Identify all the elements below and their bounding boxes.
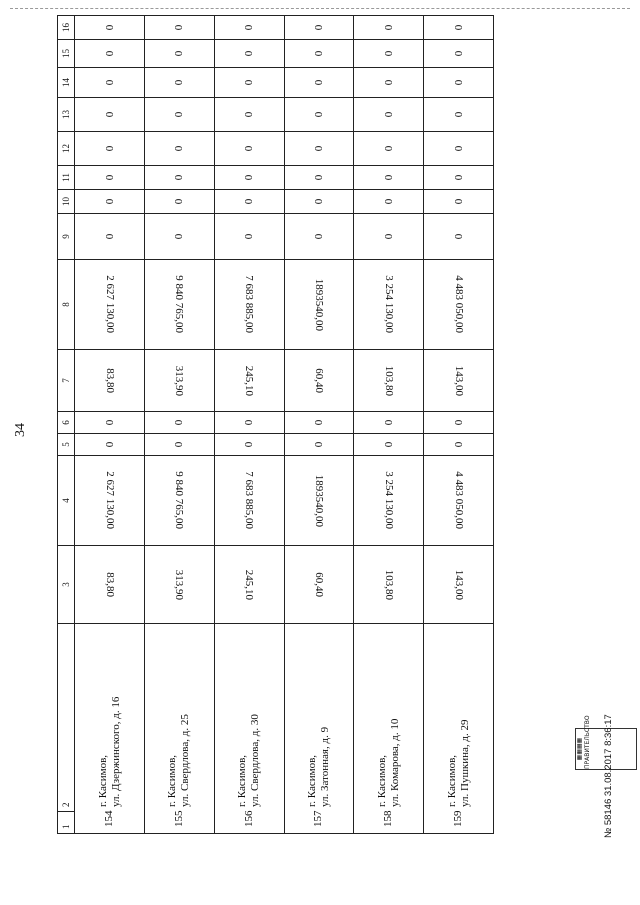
value-cell-col-12 — [284, 132, 354, 166]
cell-value: 0 — [452, 50, 465, 57]
cell-value: 0 — [382, 174, 395, 181]
value-cell-col-15 — [354, 40, 424, 68]
value-cell-col-16 — [354, 16, 424, 40]
value-cell-col-5 — [354, 434, 424, 456]
signature-stamp: ▦▦▦▦ ПРАВИТЕЛЬСТВО — [575, 728, 637, 770]
cell-value: 143,00 — [452, 569, 465, 600]
table-body — [58, 16, 494, 834]
value-cell-col-13 — [424, 98, 494, 132]
value-cell-col-10 — [75, 190, 145, 214]
column-number-cell: 4 — [58, 456, 75, 546]
value-cell-col-14 — [144, 68, 214, 98]
table-row — [75, 16, 145, 834]
value-cell-col-9 — [144, 214, 214, 260]
address-text — [236, 714, 262, 807]
value-cell-col-14 — [214, 68, 284, 98]
column-number-cell: 12 — [58, 132, 75, 166]
address-cell — [75, 624, 145, 834]
cell-value: 245,10 — [243, 569, 256, 600]
value-cell-col-6 — [144, 412, 214, 434]
address-city: г. Касимов, — [236, 754, 249, 807]
cell-value: 0 — [452, 174, 465, 181]
cell-value: 0 — [382, 24, 395, 31]
address-cell — [214, 624, 284, 834]
value-cell-col-11 — [214, 166, 284, 190]
row-number: 156 — [242, 810, 255, 827]
cell-value: 0 — [173, 111, 186, 118]
table-row — [354, 16, 424, 834]
value-cell-col-5 — [424, 434, 494, 456]
cell-value: 0 — [452, 198, 465, 205]
cell-value: 0 — [103, 111, 116, 118]
address-cell — [424, 624, 494, 834]
table-row — [284, 16, 354, 834]
cell-value: 83,80 — [103, 368, 116, 393]
address-city: г. Касимов, — [166, 754, 179, 807]
column-number-cell: 15 — [58, 40, 75, 68]
value-cell-col-13 — [144, 98, 214, 132]
value-cell-col-14 — [424, 68, 494, 98]
cell-value: 0 — [312, 24, 325, 31]
value-cell-col-12 — [75, 132, 145, 166]
value-cell-col-8 — [75, 260, 145, 350]
cell-value: 0 — [243, 174, 256, 181]
row-number: 158 — [382, 810, 395, 827]
value-cell-col-15 — [284, 40, 354, 68]
value-cell-col-5 — [75, 434, 145, 456]
cell-value: 0 — [173, 50, 186, 57]
value-cell-col-8 — [354, 260, 424, 350]
column-number-cell: 3 — [58, 546, 75, 624]
cell-value: 9 840 765,00 — [173, 471, 186, 530]
value-cell-col-3 — [144, 546, 214, 624]
value-cell-col-11 — [144, 166, 214, 190]
value-cell-col-13 — [284, 98, 354, 132]
cell-value: 0 — [103, 50, 116, 57]
address-city: г. Касимов, — [445, 754, 458, 807]
value-cell-col-16 — [75, 16, 145, 40]
cell-value: 0 — [452, 233, 465, 240]
cell-value: 0 — [173, 79, 186, 86]
value-cell-col-10 — [354, 190, 424, 214]
column-number-row — [58, 16, 75, 834]
value-cell-col-3 — [214, 546, 284, 624]
value-cell-col-4 — [214, 456, 284, 546]
value-cell-col-7 — [284, 350, 354, 412]
value-cell-col-7 — [144, 350, 214, 412]
cell-value: 313,90 — [173, 365, 186, 396]
cell-value: 0 — [243, 419, 256, 426]
value-cell-col-9 — [424, 214, 494, 260]
value-cell-col-5 — [214, 434, 284, 456]
value-cell-col-12 — [144, 132, 214, 166]
cell-value: 0 — [243, 111, 256, 118]
cell-value: 0 — [312, 198, 325, 205]
cell-value: 0 — [312, 145, 325, 152]
cell-value: 0 — [452, 111, 465, 118]
value-cell-col-15 — [75, 40, 145, 68]
value-cell-col-9 — [354, 214, 424, 260]
cell-value: 0 — [173, 198, 186, 205]
value-cell-col-6 — [75, 412, 145, 434]
page-number: 34 — [13, 423, 28, 437]
value-cell-col-11 — [284, 166, 354, 190]
value-cell-col-4 — [75, 456, 145, 546]
column-number-cell: 11 — [58, 166, 75, 190]
cell-value: 0 — [173, 419, 186, 426]
value-cell-col-9 — [214, 214, 284, 260]
address-street: ул. Свердлова, д. 30 — [249, 714, 262, 807]
cell-value: 3 254 130,00 — [382, 275, 395, 334]
value-cell-col-11 — [354, 166, 424, 190]
value-cell-col-7 — [424, 350, 494, 412]
column-number-cell: 10 — [58, 190, 75, 214]
cell-value: 0 — [103, 198, 116, 205]
address-street: ул. Затонная, д. 9 — [318, 726, 331, 807]
value-cell-col-8 — [284, 260, 354, 350]
row-number: 155 — [172, 810, 185, 827]
cell-value: 3 254 130,00 — [382, 471, 395, 530]
cell-value: 0 — [382, 145, 395, 152]
cell-value: 0 — [382, 419, 395, 426]
value-cell-col-16 — [424, 16, 494, 40]
address-city: г. Касимов, — [96, 754, 109, 807]
column-number-cell: 14 — [58, 68, 75, 98]
column-number-cell: 7 — [58, 350, 75, 412]
value-cell-col-6 — [214, 412, 284, 434]
value-cell-col-8 — [214, 260, 284, 350]
cell-value: 2 627 130,00 — [103, 275, 116, 334]
cell-value: 0 — [243, 50, 256, 57]
cell-value: 0 — [173, 174, 186, 181]
value-cell-col-3 — [75, 546, 145, 624]
cell-value: 0 — [103, 24, 116, 31]
value-cell-col-3 — [354, 546, 424, 624]
value-cell-col-15 — [214, 40, 284, 68]
value-cell-col-8 — [424, 260, 494, 350]
cell-value: 0 — [452, 24, 465, 31]
column-number-cell: 1 — [58, 812, 75, 834]
value-cell-col-7 — [354, 350, 424, 412]
address-text — [166, 714, 192, 807]
value-cell-col-15 — [144, 40, 214, 68]
cell-value: 0 — [382, 79, 395, 86]
column-number-cell: 2 — [58, 624, 75, 812]
address-street: ул. Комарова, д. 10 — [388, 718, 401, 807]
cell-value: 103,80 — [382, 365, 395, 396]
top-rule — [10, 8, 630, 9]
value-cell-col-16 — [144, 16, 214, 40]
table-row — [144, 16, 214, 834]
row-number: 154 — [103, 810, 116, 827]
cell-value: 0 — [243, 441, 256, 448]
address-text — [446, 719, 472, 807]
value-cell-col-6 — [284, 412, 354, 434]
table-row — [214, 16, 284, 834]
cell-value: 0 — [103, 174, 116, 181]
cell-value: 245,10 — [243, 365, 256, 396]
value-cell-col-14 — [75, 68, 145, 98]
address-street: ул. Пушкина, д. 29 — [458, 719, 471, 807]
column-number-cell: 9 — [58, 214, 75, 260]
cell-value: 0 — [312, 50, 325, 57]
value-cell-col-15 — [424, 40, 494, 68]
address-cell — [144, 624, 214, 834]
cell-value: 0 — [452, 145, 465, 152]
value-cell-col-10 — [284, 190, 354, 214]
value-cell-col-3 — [424, 546, 494, 624]
address-text — [97, 697, 123, 807]
value-cell-col-10 — [424, 190, 494, 214]
value-cell-col-12 — [424, 132, 494, 166]
cell-value: 4 483 050,00 — [452, 471, 465, 530]
value-cell-col-6 — [424, 412, 494, 434]
row-number: 157 — [312, 810, 325, 827]
register-table — [57, 15, 494, 834]
value-cell-col-3 — [284, 546, 354, 624]
cell-value: 4 483 050,00 — [452, 275, 465, 334]
value-cell-col-12 — [214, 132, 284, 166]
cell-value: 0 — [243, 24, 256, 31]
value-cell-col-10 — [144, 190, 214, 214]
cell-value: 0 — [452, 79, 465, 86]
cell-value: 9 840 765,00 — [173, 275, 186, 334]
cell-value: 0 — [312, 174, 325, 181]
cell-value: 0 — [243, 233, 256, 240]
value-cell-col-14 — [354, 68, 424, 98]
value-cell-col-13 — [214, 98, 284, 132]
cell-value: 0 — [243, 198, 256, 205]
cell-value: 0 — [312, 233, 325, 240]
cell-value: 0 — [312, 441, 325, 448]
cell-value: 0 — [452, 441, 465, 448]
column-number-cell: 8 — [58, 260, 75, 350]
cell-value: 60,40 — [312, 572, 325, 597]
cell-value: 1893540,00 — [312, 474, 325, 527]
value-cell-col-12 — [354, 132, 424, 166]
cell-value: 0 — [382, 111, 395, 118]
cell-value: 0 — [103, 79, 116, 86]
cell-value: 0 — [312, 79, 325, 86]
cell-value: 60,40 — [312, 368, 325, 393]
value-cell-col-4 — [284, 456, 354, 546]
address-city: г. Касимов, — [305, 754, 318, 807]
value-cell-col-8 — [144, 260, 214, 350]
cell-value: 0 — [173, 233, 186, 240]
value-cell-col-13 — [75, 98, 145, 132]
value-cell-col-16 — [284, 16, 354, 40]
value-cell-col-5 — [144, 434, 214, 456]
cell-value: 1893540,00 — [312, 278, 325, 331]
cell-value: 0 — [312, 111, 325, 118]
value-cell-col-13 — [354, 98, 424, 132]
cell-value: 7 683 885,00 — [243, 471, 256, 530]
column-number-cell: 16 — [58, 16, 75, 40]
value-cell-col-6 — [354, 412, 424, 434]
address-text — [306, 727, 332, 807]
column-number-cell: 6 — [58, 412, 75, 434]
cell-value: 313,90 — [173, 569, 186, 600]
cell-value: 0 — [243, 79, 256, 86]
cell-value: 0 — [382, 233, 395, 240]
stamp-text: ПРАВИТЕЛЬСТВО — [584, 715, 591, 769]
value-cell-col-4 — [424, 456, 494, 546]
cell-value: 0 — [382, 198, 395, 205]
cell-value: 0 — [173, 24, 186, 31]
column-number-cell: 13 — [58, 98, 75, 132]
value-cell-col-4 — [144, 456, 214, 546]
cell-value: 0 — [452, 419, 465, 426]
value-cell-col-9 — [75, 214, 145, 260]
row-number: 159 — [452, 810, 465, 827]
address-city: г. Касимов, — [375, 754, 388, 807]
value-cell-col-10 — [214, 190, 284, 214]
cell-value: 0 — [173, 145, 186, 152]
cell-value: 0 — [103, 233, 116, 240]
address-text — [376, 719, 402, 807]
cell-value: 0 — [312, 419, 325, 426]
value-cell-col-7 — [75, 350, 145, 412]
table-row — [424, 16, 494, 834]
value-cell-col-7 — [214, 350, 284, 412]
cell-value: 0 — [382, 50, 395, 57]
cell-value: 0 — [103, 441, 116, 448]
register-table-container — [57, 16, 494, 834]
value-cell-col-5 — [284, 434, 354, 456]
cell-value: 0 — [173, 441, 186, 448]
value-cell-col-16 — [214, 16, 284, 40]
address-street: ул. Свердлова, д. 25 — [179, 714, 192, 807]
cell-value: 7 683 885,00 — [243, 275, 256, 334]
cell-value: 143,00 — [452, 365, 465, 396]
value-cell-col-4 — [354, 456, 424, 546]
cell-value: 83,80 — [103, 572, 116, 597]
cell-value: 0 — [103, 419, 116, 426]
cell-value: 103,80 — [382, 569, 395, 600]
value-cell-col-11 — [424, 166, 494, 190]
column-number-cell: 5 — [58, 434, 75, 456]
address-cell — [284, 624, 354, 834]
address-street: ул. Дзержинского, д. 16 — [109, 696, 122, 807]
cell-value: 2 627 130,00 — [103, 471, 116, 530]
value-cell-col-11 — [75, 166, 145, 190]
cell-value: 0 — [243, 145, 256, 152]
cell-value: 0 — [382, 441, 395, 448]
value-cell-col-14 — [284, 68, 354, 98]
cell-value: 0 — [103, 145, 116, 152]
value-cell-col-9 — [284, 214, 354, 260]
document-registration-code: № 58146 31.08.2017 8:36:17 — [603, 714, 614, 838]
address-cell — [354, 624, 424, 834]
